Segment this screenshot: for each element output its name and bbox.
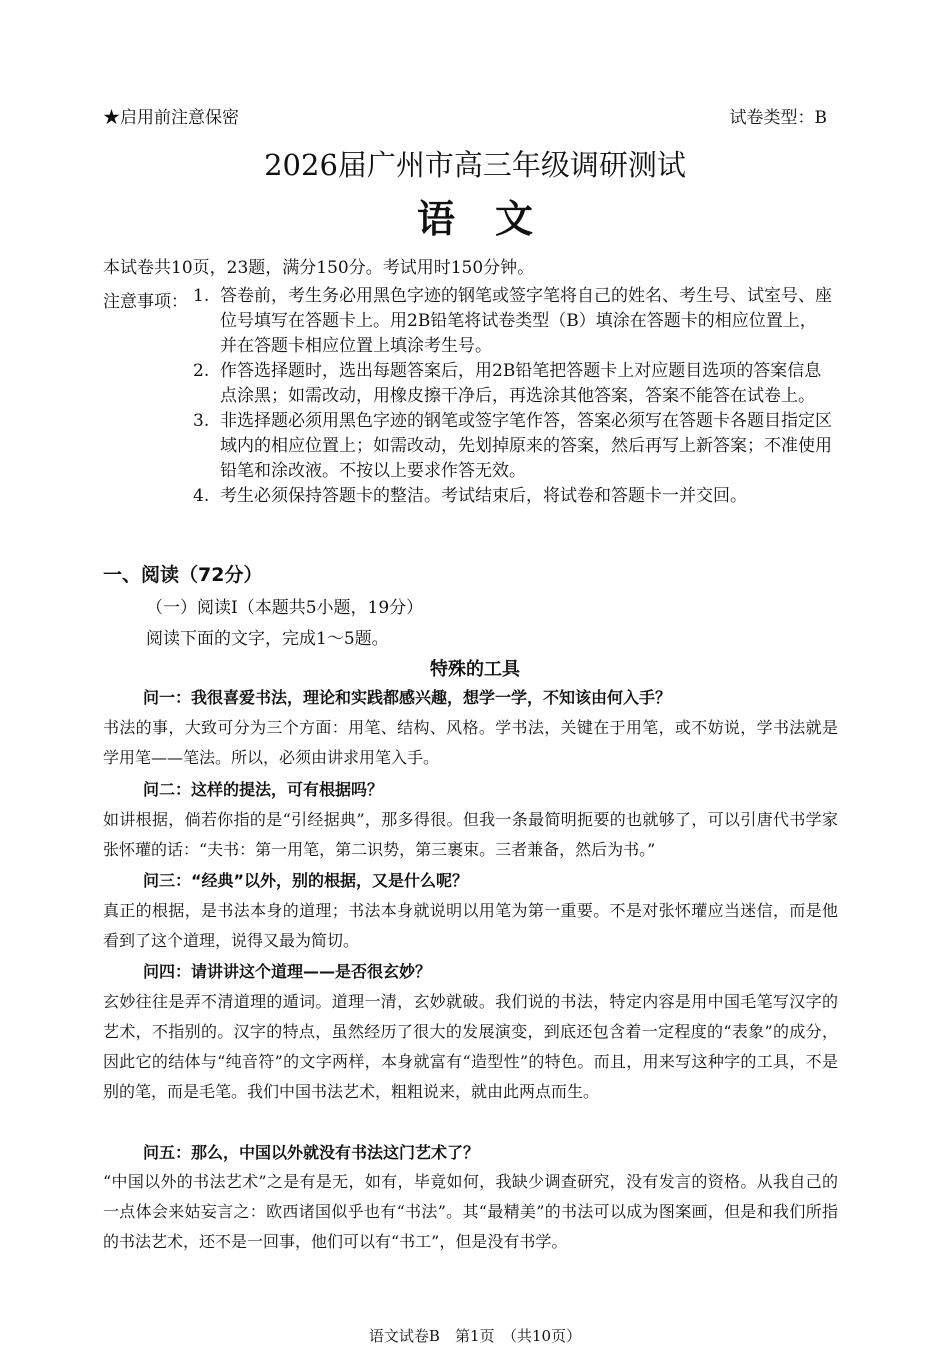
answer-5: “中国以外的书法艺术”之是有是无，如有，毕竟如何，我缺少调查研究，没有发言的资格。从我自己的一点体会来姑妄言之：欧西诸国似乎也有“书法”。其“最精美”的书法可以成为图案画，但是和我们所指的书法艺术，还不是一回事，他们可以有“书工”，但是没有书学。 <box>103 1172 838 1251</box>
page-footer: 语文试卷B 第1页 （共10页） <box>368 1327 582 1345</box>
confidential-label: ★启用前注意保密 <box>103 108 239 128</box>
note-text: 非选择题必须用黑色字迹的钢笔或签字笔作答，答案必须写在答题卡各题目指定区域内的相应位置上；如需改动，先划掉原来的答案，然后再写上新答案；不准使用铅笔和涂改液。不按以上要求作答无效。 <box>220 411 832 481</box>
note-number: 2. <box>193 361 210 381</box>
question-2: 问二：这样的提法，可有根据吗？ <box>143 780 384 799</box>
question-4: 问四：请讲讲这个道理——是否很玄妙？ <box>143 962 432 981</box>
exam-overview: 本试卷共10页，23题，满分150分。考试用时150分钟。 <box>103 258 535 278</box>
note-item <box>193 484 833 509</box>
answer-4: 玄妙往往是弄不清道理的遁词。道理一清，玄妙就破。我们说的书法，特定内容是用中国毛笔写汉字的艺术，不指别的。汉字的特点，虽然经历了很大的发展演变，到底还包含着一定程度的“表象”的成分，因此它的结体与“纯音符”的文字两样，本身就富有“造型性”的特色。而且，用来写这种字的工具，不是别的笔，而是毛笔。我们中国书法艺术，粗粗说来，就由此两点而生。 <box>103 992 838 1101</box>
note-text: 答卷前，考生务必用黑色字迹的钢笔或签字笔将自己的姓名、考生号、试室号、座位号填写在答题卡上。用2B铅笔将试卷类型（B）填涂在答题卡的相应位置上，并在答题卡相应位置上填涂考生号。 <box>220 286 832 356</box>
article-title: 特殊的工具 <box>430 659 520 680</box>
note-number: 3. <box>193 411 210 431</box>
answer-3: 真正的根据，是书法本身的道理；书法本身就说明以用笔为第一重要。不是对张怀瓘应当迷信，而是他看到了这个道理，说得又最为简切。 <box>103 901 838 950</box>
section-title: 一、阅读（72分） <box>103 564 263 586</box>
answer-1: 书法的事，大致可分为三个方面：用笔、结构、风格。学书法，关键在于用笔，或不妨说，学书法就是学用笔——笔法。所以，必须由讲求用笔入手。 <box>103 718 838 767</box>
reading-instruction: 阅读下面的文字，完成1～5题。 <box>146 629 389 649</box>
note-number: 1. <box>193 286 210 306</box>
subsection-title: （一）阅读Ⅰ（本题共5小题，19分） <box>146 598 424 618</box>
note-item <box>193 359 833 409</box>
note-text: 考生必须保持答题卡的整洁。考试结束后，将试卷和答题卡一并交回。 <box>220 486 747 506</box>
note-item <box>193 284 833 359</box>
notes-label: 注意事项： <box>103 292 188 312</box>
note-item <box>193 409 833 484</box>
paper-type-label: 试卷类型：B <box>729 108 827 128</box>
subject-title: 语文 <box>416 196 573 241</box>
notes-list <box>193 284 833 509</box>
question-3: 问三：“经典”以外，别的根据，又是什么呢？ <box>143 871 469 890</box>
note-text: 作答选择题时，选出每题答案后，用2B铅笔把答题卡上对应题目选项的答案信息点涂黑；如需改动，用橡皮擦干净后，再选涂其他答案，答案不能答在试卷上。 <box>220 361 822 406</box>
exam-title: 2026届广州市高三年级调研测试 <box>264 148 686 182</box>
question-5: 问五：那么，中国以外就没有书法这门艺术了？ <box>143 1143 480 1162</box>
question-1: 问一：我很喜爱书法，理论和实践都感兴趣，想学一学，不知该由何入手？ <box>143 688 672 707</box>
note-number: 4. <box>193 486 210 506</box>
answer-2: 如讲根据，倘若你指的是“引经据典”，那多得很。但我一条最简明扼要的也就够了，可以引唐代书学家张怀瓘的话：“夫书：第一用笔，第二识势，第三裹束。三者兼备，然后为书。” <box>103 810 838 859</box>
